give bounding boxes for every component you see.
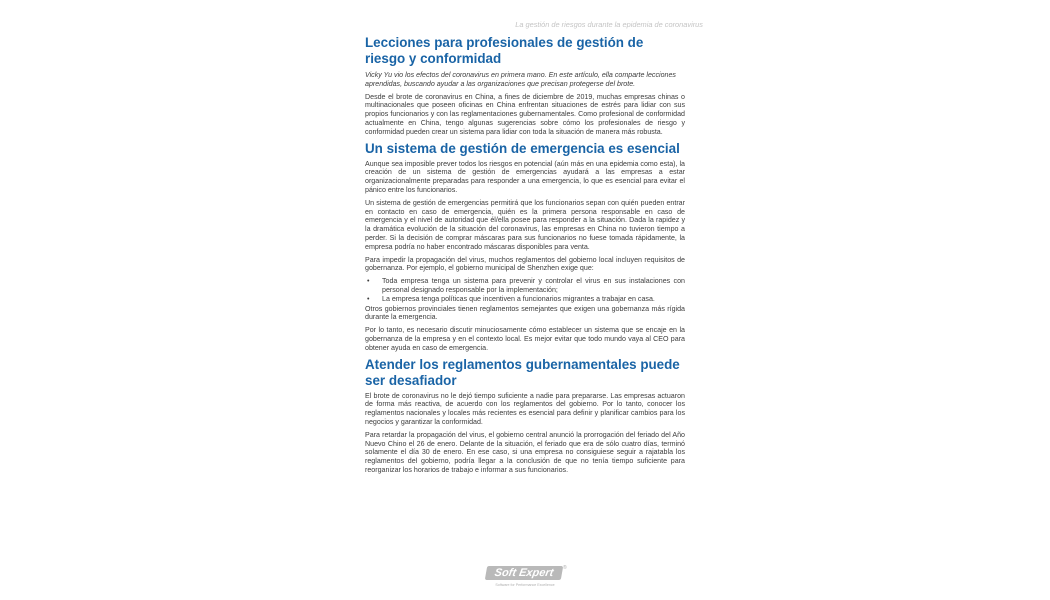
list-item [365, 277, 685, 295]
registered-mark: ® [563, 565, 567, 571]
logo-tagline: Software for Performance Excellence [495, 583, 555, 587]
paragraph: Un sistema de gestión de emergencias permitirá que los funcionarios sepan con quién pueden entrar en contacto en caso de emergencia, quién es la primera persona responsable en caso de emergencia y el nivel de autoridad que él/ella posee para responder a la situación. Dada la rapidez y la dramática evolución de la situación del coronavirus, las empresas en China no tuvieron tiempo a perder. Si la decisión de comprar máscaras para sus funcionarios no fuese tomada rápidamente, la empresa podría no haber encontrado máscaras disponibles para venta. [365, 198, 685, 251]
running-header: La gestión de riesgos durante la epidemia de coronavirus [515, 20, 703, 29]
article-lead: Vicky Yu vio los efectos del coronavirus en primera mano. En este artículo, ella comparte lecciones aprendidas, buscando ayudar a las organizaciones que precisan protegerse del brote. [365, 71, 676, 88]
section-heading-emergency-system: Un sistema de gestión de emergencia es esencial [365, 140, 680, 156]
list-item [365, 295, 685, 304]
list-item-text: Toda empresa tenga un sistema para prevenir y controlar el virus en sus instalaciones con personal designado responsable por la implementación; [382, 277, 685, 294]
logo-wordmark: Soft Expert [485, 566, 563, 580]
softexpert-logo [486, 566, 566, 590]
paragraph: Aunque sea imposible prever todos los riesgos en potencial (aún más en una epidemia como esta), la creación de un sistema de gestión de emergencias ayudará a las empresas a estar organizacionalmente preparadas para responder a una emergencia, lo que es esencial para evitar el pánico entre los funcionarios. [365, 159, 685, 194]
document-page [365, 0, 703, 600]
article-body [365, 35, 685, 479]
paragraph: Otros gobiernos provinciales tienen reglamentos semejantes que exigen una gobernanza más rígida durante la emergencia. [365, 304, 685, 322]
section-heading-regulations: Atender los reglamentos gubernamentales puede ser desafiador [365, 356, 680, 388]
bullet-icon: • [367, 277, 370, 286]
paragraph: Por lo tanto, es necesario discutir minuciosamente cómo establecer un sistema que se encaje en la gobernanza de la empresa y en el contexto local. Es mejor evitar que todo mundo vaya al CEO para obtener ayuda en caso de emergencia. [365, 326, 685, 352]
list-item-text: La empresa tenga políticas que incentiven a funcionarios migrantes a trabajar en casa. [382, 294, 655, 303]
article-title: Lecciones para profesionales de gestión de riesgo y conformidad [365, 35, 644, 66]
intro-paragraph: Desde el brote de coronavirus en China, a fines de diciembre de 2019, muchas empresas chinas o multinacionales que poseen oficinas en China enfrentan situaciones de estrés para lidiar con sus propios funcionarios y con las reglamentaciones gubernamentales. Como profesional de conformidad actualmente en China, tengo algunas sugerencias sobre cómo los profesionales de riesgo y conformidad pueden crear un sistema para lidiar con toda la situación de manera más robusta. [365, 92, 685, 136]
paragraph: El brote de coronavirus no le dejó tiempo suficiente a nadie para prepararse. Las empresas actuaron de forma más reactiva, de acuerdo con los reglamentos del gobierno. Por lo tanto, conocer los reglamentos nacionales y locales más recientes es esencial para definir y planificar cambios para los negocios y garantizar la conformidad. [365, 391, 685, 426]
bullet-icon: • [367, 294, 370, 303]
requirements-list [365, 277, 685, 303]
paragraph: Para impedir la propagación del virus, muchos reglamentos del gobierno local incluyen requisitos de gobernanza. Por ejemplo, el gobierno municipal de Shenzhen exige que: [365, 255, 685, 273]
paragraph: Para retardar la propagación del virus, el gobierno central anunció la prorrogación del feriado del Año Nuevo Chino el 26 de enero. Delante de la situación, el feriado que era de sólo cuatro días, terminó solamente el día 30 de enero. En ese caso, si una empresa no consiguiese seguir a rajatabla los reglamentos del gobierno, podría llegar a la conclusión de que no tenía tiempo suficiente para reorganizar los horarios de trabajo e informar a sus funcionarios. [365, 430, 685, 474]
